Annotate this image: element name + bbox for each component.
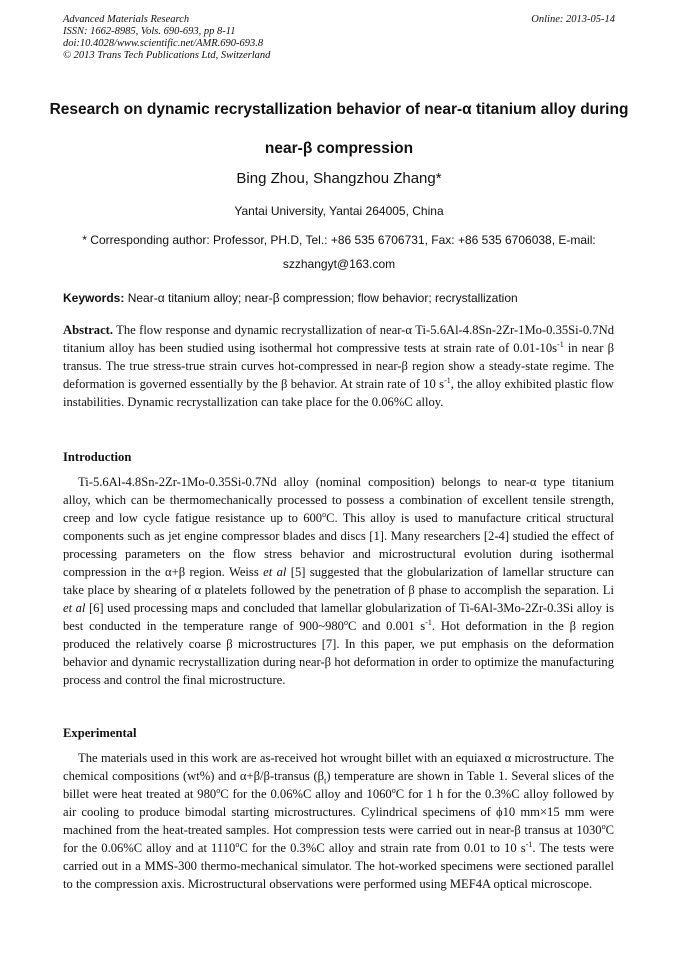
superscript: -1 (425, 617, 432, 627)
body-text: C and 0.001 s (347, 619, 426, 633)
body-text: The materials used in this work are as-received hot wrought billet with an equiaxed α microstructure. The chemical compositions (wt%) and α+β/β-transus (β (63, 751, 614, 783)
journal-name: Advanced Materials Research (63, 14, 190, 25)
superscript: -1 (444, 375, 451, 385)
superscript: -1 (557, 339, 564, 349)
superscript: -1 (525, 839, 533, 849)
journal-doi: doi:10.4028/www.scientific.net/AMR.690-693.8 (63, 38, 264, 49)
body-text: C for the 0.06%C alloy and 1060 (220, 787, 392, 801)
degree-mark: o (322, 509, 327, 519)
degree-mark: o (235, 839, 240, 849)
journal-header (63, 14, 615, 62)
online-date: Online: 2013-05-14 (531, 14, 615, 25)
abstract-text: , the alloy exhibited plastic flow instabilities. Dynamic recrystallization can take place for the 0.06%C alloy. (63, 377, 615, 409)
paper-title: Research on dynamic recrystallization behavior of near-α titanium alloy during near-β compression (49, 101, 629, 157)
section-heading-experimental: Experimental (63, 726, 137, 740)
journal-copyright: © 2013 Trans Tech Publications Ltd, Switzerland (63, 50, 271, 61)
body-text: C for the 0.06%C alloy and at 1110 (63, 823, 614, 855)
abstract-text: The flow response and dynamic recrystallization of near-α Ti-5.6Al-4.8Sn-2Zr-1Mo-0.35Si-0.7Nd titanium alloy has been studied using isothermal hot compressive tests at strain rate of 0.01-10s (63, 323, 614, 355)
introduction-paragraph (63, 473, 614, 689)
body-text: [6] used processing maps and concluded that lamellar globularization of Ti-6Al-3Mo-2Zr-0.3Si alloy is best conducted in the temperature range of 900~980 (63, 601, 614, 633)
corresponding-author: * Corresponding author: Professor, PH.D, Tel.: +86 535 6706731, Fax: +86 535 6706038, E-mail: szzhangyt@163.com (82, 233, 596, 271)
body-text: . The tests were carried out in a MMS-300 thermo-mechanical simulator. The hot-worked specimens were sectioned parallel to the compression axis. Microstructural observations were performed using MEF4A optical microscope. (63, 841, 614, 891)
abstract-text: in near β transus. The true stress-true strain curves hot-compressed in near-β region show a steady-state regime. The deformation is governed essentially by the β behavior. At strain rate of 10 s (63, 341, 614, 391)
degree-mark: o (601, 821, 606, 831)
keywords-label: Keywords: (63, 291, 125, 305)
body-text: C for the 0.3%C alloy and strain rate from 0.01 to 10 s (239, 841, 526, 855)
authors: Bing Zhou, Shangzhou Zhang* (236, 170, 442, 187)
body-text: C. This alloy is used to manufacture critical structural components such as jet engine compressor blades and discs [1]. Many researchers [2-4] studied the effect of processing parameters on the flow stress behavior and microstructural evolution during isothermal compression in the α+β region. Weiss (63, 511, 615, 579)
keywords-text: Near-α titanium alloy; near-β compression; flow behavior; recrystallization (127, 291, 518, 305)
body-text: ) temperature are shown in Table 1. Several slices of the billet were heat treated at 980 (63, 769, 614, 801)
abstract-label: Abstract. (63, 323, 114, 337)
body-text: C for 1 h for the 0.3%C alloy followed by air cooling to produce bimodal starting microstructures. Cylindrical specimens of ϕ10 mm×15 mm were machined from the heat-treated samples. Hot compression tests were carried out in near-β transus at 1030 (63, 787, 615, 837)
experimental-paragraph (63, 749, 614, 893)
keywords (63, 291, 623, 305)
et-al: et al (263, 565, 287, 579)
et-al: et al (63, 601, 86, 615)
degree-mark: o (391, 785, 396, 795)
body-text: . Hot deformation in the β region produced the relatively coarse β microstructures [7]. In this paper, we put emphasis on the deformation behavior and dynamic recrystallization during near-β hot deformation in order to optimize the manufacturing process and control the final microstructure. (63, 619, 614, 687)
affiliation: Yantai University, Yantai 264005, China (234, 204, 444, 218)
body-text: [5] suggested that the globularization of lamellar structure can take place by shearing of α platelets followed by the penetration of β phase to accomplish the separation. Li (63, 565, 615, 597)
body-text: Ti-5.6Al-4.8Sn-2Zr-1Mo-0.35Si-0.7Nd alloy (nominal composition) belongs to near-α type titanium alloy, which can be thermomechanically processed to possess a combination of excellent tensile strength, creep and low cycle fatigue resistance up to 600 (63, 475, 614, 525)
degree-mark: o (216, 785, 221, 795)
journal-issn: ISSN: 1662-8985, Vols. 690-693, pp 8-11 (63, 26, 236, 37)
abstract (63, 321, 614, 411)
degree-mark: o (343, 617, 348, 627)
section-heading-introduction: Introduction (63, 450, 132, 464)
subscript: t (324, 776, 327, 786)
